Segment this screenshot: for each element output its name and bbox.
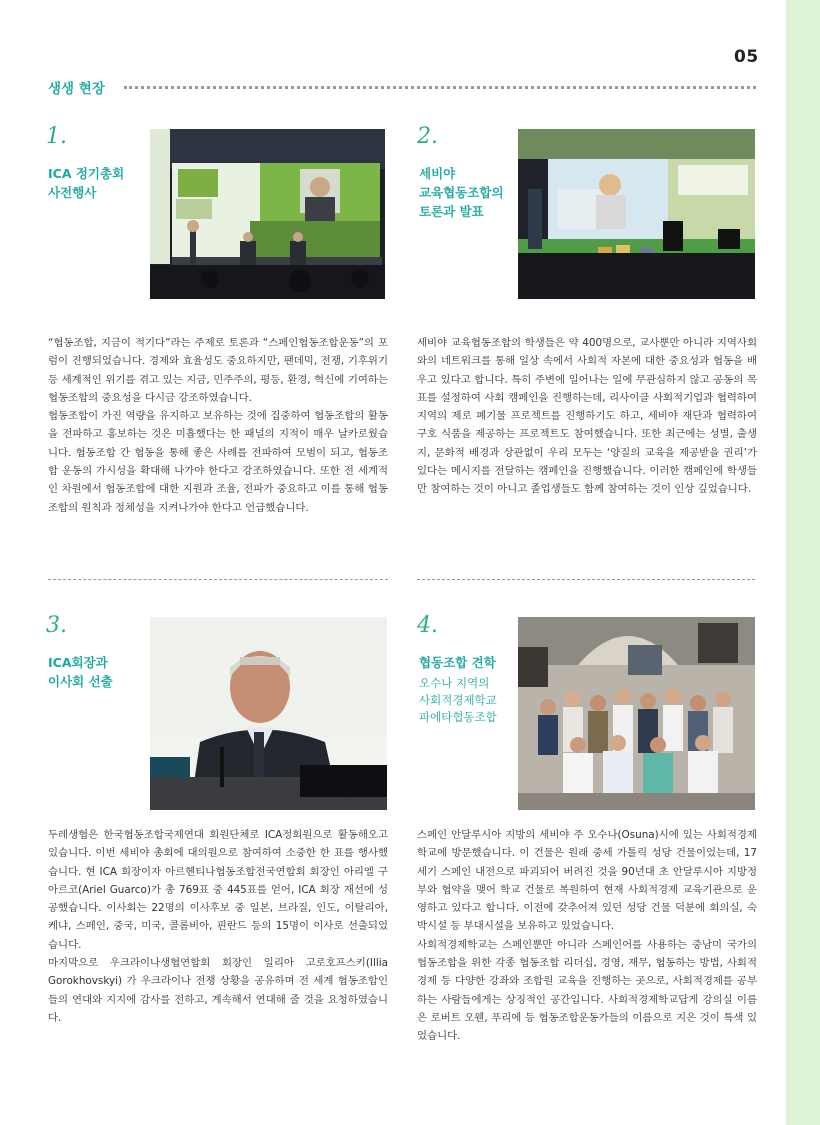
- section-3-paragraph: 마지막으로 우크라이나생협연합회 회장인 일리아 고로호프스키(Illia Gorokhovskyi) 가 우크라이나 전쟁 상황을 공유하며 전 세계 협동조합인들의 연대와 지지에 감사를 전하고, 계속해서 연대해 줄 것을 요청하였습니다.: [48, 957, 388, 1024]
- side-stripe: [786, 0, 820, 1125]
- section-4-title: [419, 653, 496, 672]
- section-2-title: [419, 164, 504, 221]
- section-2-body: [417, 334, 757, 499]
- section-4-paragraph: 사회적경제학교는 스페인뿐만 아니라 스페인어를 사용하는 중남미 국가의 협동조합을 위한 각종 협동조합 리더십, 경영, 재무, 협동하는 방법, 사회적경제 등 다양한 강좌와 조합원 교육을 진행하는 곳으로, 사회적경제를 공부하는 사람들에게는 상징적인 공간입니다. 사회적경제학교답게 강의실 이름은 로버트 오웬, 푸리에 등 협동조합운동가들의 이름으로 지은 것이 특색 있었습니다.: [417, 938, 757, 1043]
- section-2-title-line: 토론과 발표: [419, 204, 484, 219]
- section-4-paragraph: 스페인 안달루시아 지방의 세비야 주 오수나(Osuna)시에 있는 사회적경제학교에 방문했습니다. 이 건물은 원래 중세 가톨릭 성당 건물이었는데, 17세기 스페인 내전으로 파괴되어 버려진 것을 90년대 초 안달루시아 지방정부와 협약을 맺어 학교 건물로 복원하여 현재 사회적경제 교육기관으로 운영하고 있다고 합니다. 이전에 갖추어져 있던 성당 건물 덕분에 회의실, 숙박시설 등 부대시설을 보유하고 있었습니다.: [417, 829, 757, 933]
- section-3-number: 3.: [46, 613, 67, 638]
- section-divider: [417, 579, 755, 580]
- section-3-title: [48, 653, 113, 691]
- section-2-paragraph: 세비야 교육협동조합의 학생들은 약 400명으로, 교사뿐만 아니라 지역사회와의 네트워크를 통해 일상 속에서 사회적 자본에 대한 중요성과 협동을 배우고 있다고 합니다. 특히 주변에 일어나는 일에 무관심하지 않고 공동의 목표를 설정하여 사회 캠페인을 진행하는데, 리사이클 사회적기업과 협력하여 지역의 제로 폐기물 프로젝트를 진행하기도 하고, 세비야 재단과 협력하여 구호 식품을 제공하는 프로젝트도 참여했습니다. 또한 최근에는 성별, 출생지, 문화적 배경과 상관없이 우리 모두는 ‘양질의 교육을 제공받을 권리’가 있다는 메시지를 전달하는 캠페인을 진행했습니다. 이러한 캠페인에 학생들만 참여하는 것이 아니고 졸업생들도 함께 참여하는 것이 인상 깊었습니다.: [417, 337, 757, 496]
- section-2-number: 2.: [417, 124, 438, 149]
- conference-stage-photo: [150, 129, 385, 299]
- section-4-title-line: 협동조합 견학: [419, 655, 496, 670]
- president-portrait-photo: [150, 617, 387, 810]
- panel-presentation-photo: [518, 129, 755, 299]
- section-header: 생생 현장: [48, 81, 105, 97]
- section-3-title-line: ICA회장과: [48, 655, 108, 670]
- section-1-number: 1.: [46, 124, 67, 149]
- section-1-paragraph: 협동조합이 가진 역량을 유지하고 보유하는 것에 집중하여 협동조합의 활동을 전파하고 홍보하는 것은 미흡했다는 한 패널의 지적이 매우 날카로웠습니다. 협동조합 간 협동을 통해 좋은 사례를 전파하여 모범이 되고, 협동조합 운동의 가시성을 확대해 나가야 한다고 강조하였습니다. 또한 전 세계적인 차원에서 협동조합에 대한 지원과 조율, 전파가 중요하고 이를 통해 협동조합의 원칙과 정체성을 지켜나가야 한다고 언급했습니다.: [48, 410, 388, 514]
- section-1-paragraph: “협동조합, 지금이 적기다”라는 주제로 토론과 “스페인협동조합운동”의 포럼이 진행되었습니다. 경제와 효율성도 중요하지만, 팬데믹, 전쟁, 기후위기 등 세계적인 위기를 겪고 있는 지금, 민주주의, 평등, 환경, 혁신에 기여하는 협동조합의 중요성을 다시금 강조하였습니다.: [48, 337, 388, 404]
- section-2-title-line: 교육협동조합의: [419, 185, 504, 200]
- section-2-title-line: 세비야: [419, 166, 456, 181]
- section-1-title: [48, 164, 124, 202]
- section-1-title-line: ICA 정기총회: [48, 166, 125, 181]
- section-3-title-line: 이사회 선출: [48, 674, 113, 689]
- section-4-subtitle-line: 파에타협동조합: [419, 710, 497, 724]
- section-3-paragraph: 두레생협은 한국협동조합국제연대 회원단체로 ICA정회원으로 활동해오고 있습니다. 이번 세비야 총회에 대의원으로 참여하여 소중한 한 표를 행사했습니다. 현 ICA 회장이자 아르헨티나협동조합전국연합회 회장인 아리엘 구아르코(Ariel Guarco)가 총 769표 중 445표를 얻어, ICA 회장 재선에 성공했습니다. 이사회는 22명의 이사후보 중 일본, 브라질, 인도, 이탈리아, 케냐, 스페인, 중국, 미국, 콜롬비아, 핀란드 등의 15명이 이사로 선출되었습니다.: [48, 829, 388, 951]
- section-divider: [48, 579, 388, 580]
- section-1-title-line: 사전행사: [48, 185, 97, 200]
- section-3-body: [48, 826, 388, 1027]
- page-number: 05: [734, 47, 759, 67]
- section-4-body: [417, 826, 757, 1046]
- group-photo: [518, 617, 755, 810]
- section-4-subtitle-line: 오수나 지역의: [419, 676, 490, 690]
- section-4-number: 4.: [417, 613, 438, 638]
- section-4-subtitle: [419, 675, 497, 726]
- header-dotted-rule: [124, 86, 756, 89]
- section-4-subtitle-line: 사회적경제학교: [419, 693, 497, 707]
- section-1-body: [48, 334, 388, 517]
